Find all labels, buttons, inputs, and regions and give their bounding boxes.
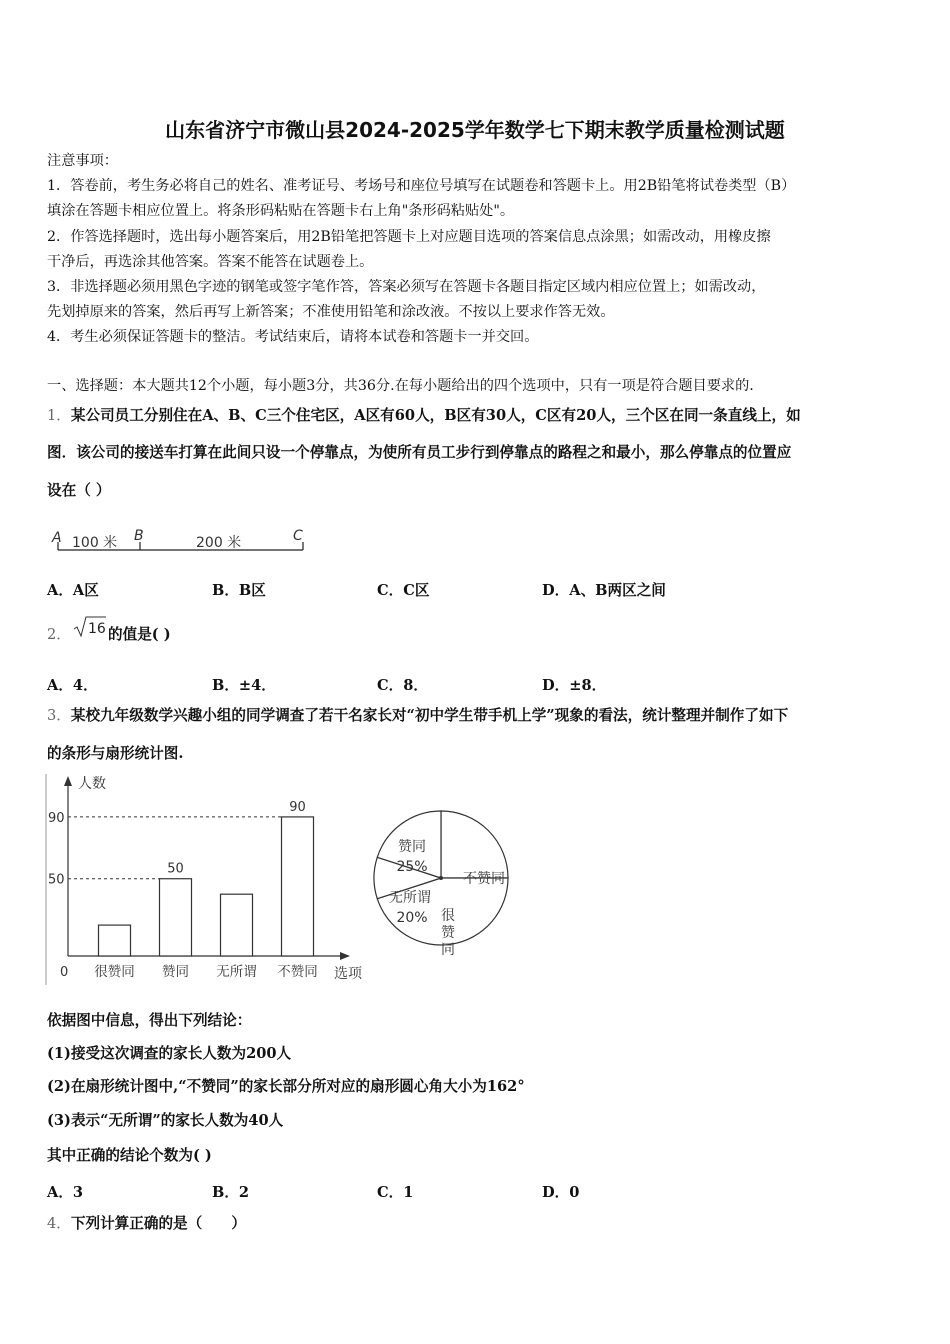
point-b-label: B <box>134 528 144 544</box>
question-1-line: 图．该公司的接送车打算在此间只设一个停靠点，为使所有员工步行到停靠点的路程之和最小，那么停靠点的位置应 <box>47 444 792 461</box>
question-3-line: 的条形与扇形统计图. <box>47 745 184 762</box>
line-segment-figure <box>48 522 318 558</box>
option-c[interactable]: C．8． <box>377 677 428 694</box>
notice-line: 2．作答选择题时，选出每小题答案后，用2B铅笔把答题卡上对应题目选项的答案信息点涂黑；如需改动，用橡皮擦 <box>47 229 771 245</box>
option-b[interactable]: B．B区 <box>212 582 266 599</box>
option-d[interactable]: D．0 <box>542 1184 580 1201</box>
question-3-after: 依据图中信息，得出下列结论： <box>47 1012 252 1029</box>
notice-line: 4．考生必须保证答题卡的整洁。考试结束后，请将本试卷和答题卡一并交回。 <box>47 329 539 345</box>
notice-line: 干净后，再选涂其他答案。答案不能答在试题卷上。 <box>47 254 374 270</box>
question-4-line <box>47 1215 246 1233</box>
statement-2: (2)在扇形统计图中,“不赞同”的家长部分所对应的扇形圆心角大小为162° <box>47 1078 525 1095</box>
bar <box>160 879 192 956</box>
pie-slice-percent: 25% <box>396 859 428 875</box>
pie-slice-label: 赞同 <box>398 839 426 855</box>
origin-label: 0 <box>60 965 69 980</box>
y-tick-label: 50 <box>48 872 65 888</box>
pie-chart <box>372 805 517 965</box>
question-number: 3． <box>47 707 71 724</box>
pie-slice-label: 赞 <box>441 925 455 941</box>
question-text: 某校九年级数学兴趣小组的同学调查了若干名家长对“初中学生带手机上学”现象的看法，统计整理并制作了如下 <box>70 707 789 724</box>
question-text: 下列计算正确的是（ ） <box>70 1215 247 1232</box>
bar <box>282 817 314 956</box>
option-d[interactable]: D．±8． <box>542 677 607 694</box>
y-axis-label: 人数 <box>78 776 106 792</box>
y-axis-arrow <box>64 776 72 786</box>
category-label: 不赞同 <box>277 964 318 980</box>
pie-slice-label: 同 <box>441 942 455 958</box>
statement-3: (3)表示“无所谓”的家长人数为40人 <box>47 1112 284 1129</box>
data-label: 50 <box>167 861 184 877</box>
question-1-line: 设在（ ） <box>47 482 111 499</box>
section-heading: 一、选择题：本大题共12个小题，每小题3分，共36分.在每小题给出的四个选项中，只有一项是符合题目要求的. <box>47 378 754 394</box>
pie-center <box>439 876 443 880</box>
x-axis-label: 选项 <box>334 966 362 982</box>
y-tick-label: 90 <box>48 810 65 826</box>
statement-1: (1)接受这次调查的家长人数为200人 <box>47 1045 292 1062</box>
page-title: 山东省济宁市微山县2024-2025学年数学七下期末教学质量检测试题 <box>165 118 785 142</box>
option-a[interactable]: A．4． <box>47 677 98 694</box>
category-label: 很赞同 <box>94 964 135 980</box>
question-text: 某公司员工分别住在A、B、C三个住宅区，A区有60人，B区有30人，C区有20人，三个区在同一条直线上，如 <box>70 407 801 424</box>
category-label: 无所谓 <box>216 964 257 980</box>
notice-heading: 注意事项： <box>47 153 118 169</box>
option-b[interactable]: B．±4． <box>212 677 276 694</box>
bar <box>221 894 253 956</box>
bar-chart <box>44 770 374 988</box>
notice-line: 1．答卷前，考生务必将自己的姓名、准考证号、考场号和座位号填写在试题卷和答题卡上。用2B铅笔将试卷类型（B） <box>47 178 796 194</box>
notice-line: 先划掉原来的答案，然后再写上新答案；不准使用铅笔和涂改液。不按以上要求作答无效。 <box>47 304 615 320</box>
notice-line: 填涂在答题卡相应位置上。将条形码粘贴在答题卡右上角"条形码粘贴处"。 <box>47 203 515 219</box>
question-number: 4． <box>47 1215 71 1232</box>
question-text: 的值是( ) <box>108 626 171 643</box>
question-number: 1． <box>47 407 71 424</box>
question-3-ask: 其中正确的结论个数为( ) <box>47 1147 212 1164</box>
option-c[interactable]: C．C区 <box>377 582 430 599</box>
pie-slice-percent: 20% <box>396 910 428 926</box>
pie-slice-label: 很 <box>441 908 455 924</box>
option-a[interactable]: A．A区 <box>47 582 99 599</box>
data-label: 90 <box>289 799 306 815</box>
question-number: 2． <box>47 626 71 643</box>
notice-line: 3．非选择题必须用黑色字迹的钢笔或签字笔作答，答案必须写在答题卡各题目指定区域内相应位置上；如需改动， <box>47 279 766 295</box>
radicand: 16 <box>88 621 106 637</box>
question-3-line <box>47 707 788 725</box>
option-c[interactable]: C．1 <box>377 1184 414 1201</box>
option-d[interactable]: D．A、B两区之间 <box>542 582 666 599</box>
sqrt-expression <box>72 614 108 640</box>
x-axis-arrow <box>340 952 350 960</box>
distance-ab-label: 100 米 <box>72 535 118 551</box>
point-a-label: A <box>52 530 62 546</box>
pie-slice <box>441 811 508 878</box>
option-a[interactable]: A．3 <box>47 1184 84 1201</box>
question-1-line <box>47 407 801 425</box>
category-label: 赞同 <box>162 964 189 980</box>
point-c-label: C <box>293 528 303 544</box>
option-b[interactable]: B．2 <box>212 1184 250 1201</box>
pie-slice-label: 不赞同 <box>463 871 505 887</box>
distance-bc-label: 200 米 <box>196 535 242 551</box>
bar <box>99 925 131 956</box>
pie-slice-label: 无所谓 <box>389 890 431 906</box>
